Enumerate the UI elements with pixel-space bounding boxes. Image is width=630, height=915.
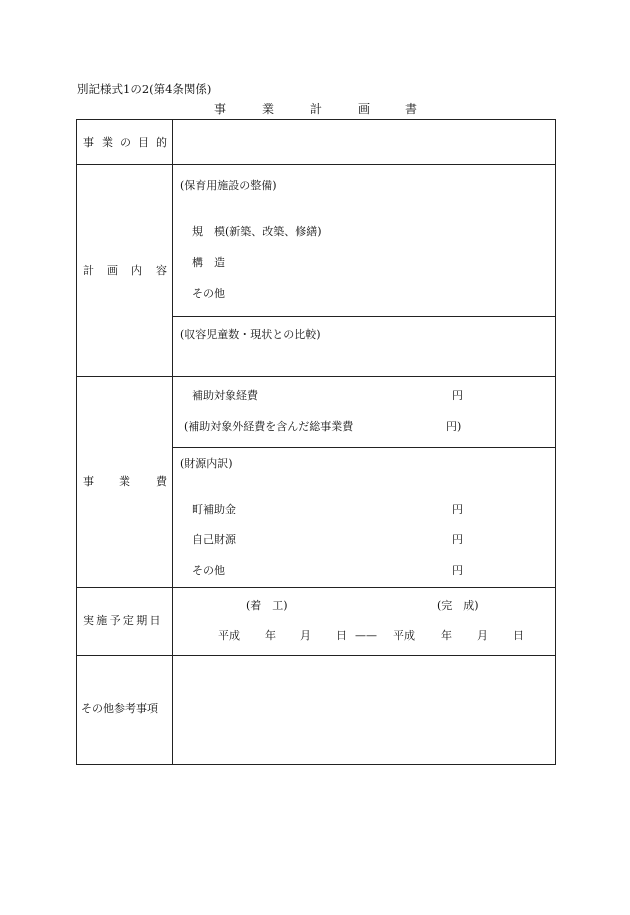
plan-other-label: その他 (192, 287, 225, 300)
cost-label-char: 業 (119, 475, 130, 488)
end-heading: (完 成) (437, 599, 479, 612)
label-column-divider (172, 119, 173, 765)
sub-divider-plan (172, 316, 556, 317)
structure-label: 構 造 (192, 256, 225, 269)
own-funds-label: 自己財源 (192, 533, 236, 546)
title-char-2: 業 (262, 102, 275, 116)
row-divider-plan (76, 376, 556, 377)
start-day-unit: 日 (336, 629, 347, 642)
subsidy-target-label: 補助対象経費 (192, 389, 258, 402)
title-char-5: 書 (405, 102, 418, 116)
start-year-unit: 年 (265, 629, 276, 642)
plan-label-char: 画 (107, 264, 118, 277)
row-divider-cost (76, 587, 556, 588)
start-heading: (着 工) (246, 599, 288, 612)
own-funds-unit: 円 (452, 533, 463, 546)
start-month-unit: 月 (300, 629, 311, 642)
title-char-1: 事 (214, 102, 227, 116)
purpose-label-char: の (120, 136, 131, 149)
purpose-label-char: 事 (83, 136, 94, 149)
end-day-unit: 日 (513, 629, 524, 642)
children-comparison: (収容児童数・現状との比較) (180, 328, 321, 341)
plan-label-char: 計 (83, 264, 94, 277)
total-cost-unit: 円) (446, 420, 462, 433)
scale-detail: (新築、改築、修繕) (225, 225, 322, 238)
scale-label: 規 模 (192, 225, 225, 238)
sub-divider-cost (172, 447, 556, 448)
end-year-unit: 年 (441, 629, 452, 642)
start-era: 平成 (218, 629, 240, 642)
cost-label-char: 費 (156, 475, 167, 488)
end-era: 平成 (393, 629, 415, 642)
row-divider-purpose (76, 164, 556, 165)
town-subsidy-label: 町補助金 (192, 503, 236, 516)
plan-table (76, 119, 556, 765)
plan-label-char: 内 (131, 264, 142, 277)
subsidy-target-unit: 円 (452, 389, 463, 402)
town-subsidy-unit: 円 (452, 503, 463, 516)
total-cost-label: (補助対象外経費を含んだ総事業費 (184, 420, 354, 433)
title-char-3: 計 (310, 102, 323, 116)
schedule-label: 実施予定期日 (83, 614, 163, 627)
remarks-label: その他参考事項 (81, 702, 158, 715)
facility-heading: (保育用施設の整備) (180, 179, 277, 192)
purpose-label-char: 目 (138, 136, 149, 149)
form-code: 別記様式1の2(第4条関係) (77, 82, 212, 96)
period-dash: —— (355, 629, 377, 642)
end-month-unit: 月 (477, 629, 488, 642)
cost-other-unit: 円 (452, 564, 463, 577)
purpose-label-char: 業 (102, 136, 113, 149)
purpose-label-char: 的 (156, 136, 167, 149)
cost-label-char: 事 (83, 475, 94, 488)
cost-other-label: その他 (192, 564, 225, 577)
row-divider-schedule (76, 655, 556, 656)
title-char-4: 画 (358, 102, 371, 116)
plan-label-char: 容 (156, 264, 167, 277)
funding-breakdown-heading: (財源内訳) (180, 457, 233, 470)
